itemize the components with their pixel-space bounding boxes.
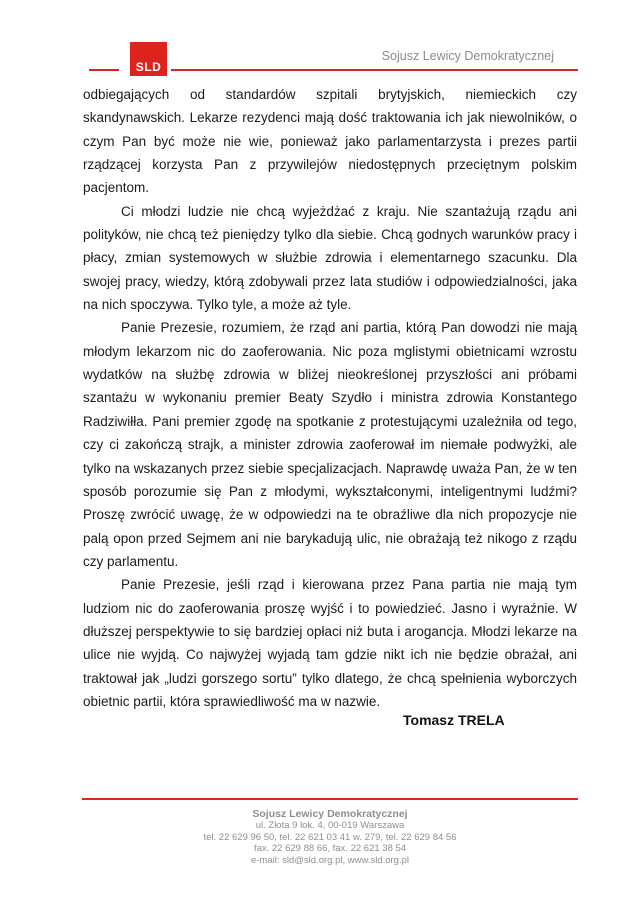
- header-rule-left: [89, 69, 119, 71]
- footer-phones: tel. 22 629 96 50, tel. 22 621 03 41 w. 279, tel. 22 629 84 56: [203, 831, 457, 843]
- footer-email-web: e-mail: sld@sld.org.pl, www.sld.org.pl: [250, 854, 409, 866]
- header-rule-right: [171, 69, 578, 71]
- letter-body: [83, 83, 577, 713]
- footer-address: ul. Złota 9 lok. 4, 00-019 Warszawa: [255, 820, 405, 832]
- letter-paragraph: Panie Prezesie, jeśli rząd i kierowana przez Pana partia nie mają tym ludziom nic do zaoferowania proszę wyjść i to powiedzieć. Jasno i wyraźnie. W dłuższej perspektywie to się bardziej opłaci niż buta i arogancja. Młodzi lekarze na ulice nie wyjdą. Co najwyżej wyjadą tam gdzie nikt ich nie będzie obrażał, ani traktował jak „ludzi gorszego sortu” tylko dlatego, że chcą spełnienia wyborczych obietnic partii, która sprawiedliwość ma w nazwie.: [83, 577, 577, 709]
- footer-fax: fax. 22 629 88 66, fax. 22 621 38 54: [253, 843, 407, 855]
- footer-rule: [82, 798, 578, 800]
- sld-logo-text: SLD: [135, 60, 162, 74]
- header-org-name: Sojusz Lewicy Demokratycznej: [381, 49, 554, 63]
- footer: [82, 809, 578, 866]
- footer-org-name: Sojusz Lewicy Demokratycznej: [252, 808, 408, 820]
- sld-logo: [130, 42, 167, 76]
- letter-paragraph: Ci młodzi ludzie nie chcą wyjeżdżać z kraju. Nie szantażują rządu ani polityków, nie chcą też pieniędzy tylko dla siebie. Chcą godnych warunków pracy i płacy, zmian systemowych w służbie zdrowia i elementarnego szacunku. Dla swojej pracy, wiedzy, którą zdobywali przez lata studiów i odpowiedzialności, jaka na nich spoczywa. Tylko tyle, a może aż tyle.: [83, 203, 577, 313]
- letter-paragraph: odbiegających od standardów szpitali brytyjskich, niemieckich czy skandynawskich. Lekarze rezydenci mają dość traktowania ich jak niewolników, o czym Pan być może nie wie, ponieważ jako parlamentarzysta i prezes partii rządzącej korzysta Pan z przywilejów niedostępnych przeciętnym polskim pacjentom.: [83, 87, 577, 196]
- letter-paragraph: Panie Prezesie, rozumiem, że rząd ani partia, którą Pan dowodzi nie mają młodym lekarzom nic do zaoferowania. Nic poza mglistymi obietnicami wzrostu wydatków na służbę zdrowia w bliżej nieokreślonej przyszłości ani próbami szantażu w wykonaniu premier Beaty Szydło i ministra zdrowia Konstantego Radziwiłła. Pani premier zgodę na spotkanie z protestującymi uzależniła od tego, czy ci zakończą strajk, a minister zdrowia zaoferował im niemałe podwyżki, ale tylko na wskazanych przez siebie specjalizacjach. Naprawdę uważa Pan, że w ten sposób porozumie się Pan z młodymi, wykształconymi, inteligentnymi ludźmi? Proszę zwrócić uwagę, że w odpowiedzi na te obraźliwe dla nich propozycje nie palą opon przed Sejmem ani nie barykadują ulic, nie obrażają też nikogo z rządu czy parlamentu.: [83, 320, 577, 569]
- signature-name: Tomasz TRELA: [403, 712, 505, 728]
